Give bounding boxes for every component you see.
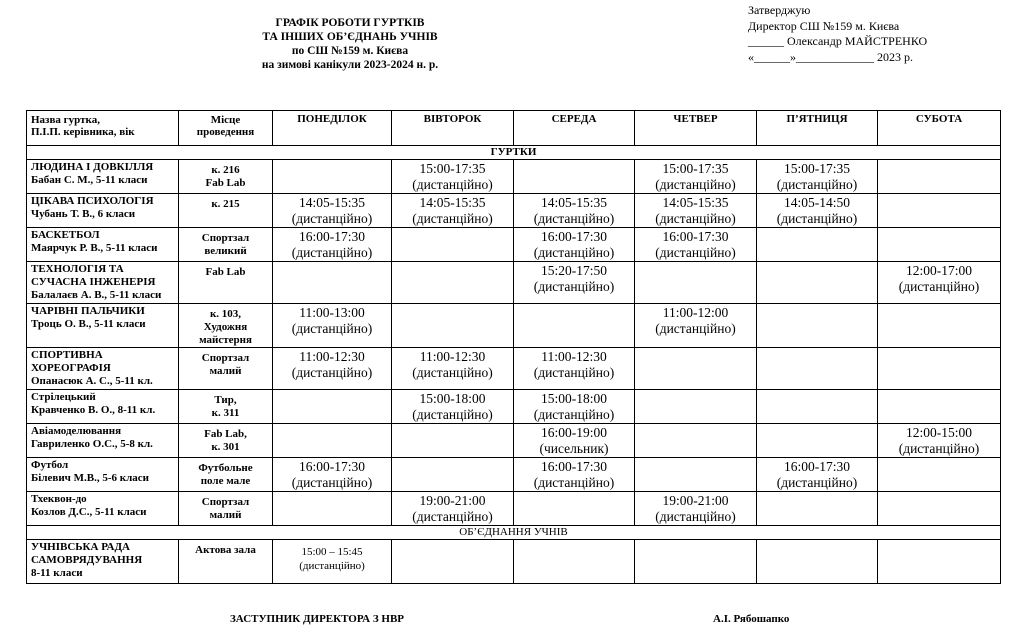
time-range: 11:00-13:00 <box>299 305 365 320</box>
session-mode: (дистанційно) <box>655 211 736 226</box>
time-range: 11:00-12:30 <box>541 349 607 364</box>
schedule-cell <box>757 424 878 458</box>
schedule-cell <box>514 194 635 228</box>
time-range: 15:00-18:00 <box>419 391 486 406</box>
session-mode: (дистанційно) <box>412 211 493 226</box>
table-row <box>27 424 1001 458</box>
club-name-line: БАСКЕТБОЛ <box>31 229 100 241</box>
header-text: проведення <box>196 126 255 138</box>
schedule-cell <box>392 540 514 584</box>
session-mode: (дистанційно) <box>898 279 980 294</box>
schedule-cell <box>757 390 878 424</box>
session-mode: (дистанційно) <box>898 441 980 456</box>
session-mode: (дистанційно) <box>291 245 373 260</box>
session-mode: (дистанційно) <box>533 475 615 490</box>
table-row <box>27 540 1001 584</box>
club-name-cell <box>27 424 179 458</box>
section-row-clubs <box>27 146 1001 160</box>
schedule-cell <box>273 458 392 492</box>
approval-line: Затверджую <box>748 3 811 17</box>
time-range: 16:00-17:30 <box>541 229 607 244</box>
session-mode: (дистанційно) <box>533 245 615 260</box>
schedule-cell <box>757 540 878 584</box>
schedule-cell <box>878 262 1001 304</box>
club-name-line: Чубань Т. В., 6 класи <box>31 208 136 220</box>
place-line: малий <box>209 509 242 521</box>
place-line: Тир, <box>214 394 237 406</box>
place-cell <box>179 492 273 526</box>
club-name-line: Тхеквон-до <box>31 493 87 505</box>
time-range: 11:00-12:30 <box>299 349 365 364</box>
time-range: 14:05-14:50 <box>784 195 850 210</box>
schedule-cell <box>878 304 1001 348</box>
schedule-cell <box>273 424 392 458</box>
time-range: 16:00-17:30 <box>299 459 365 474</box>
schedule-cell <box>878 160 1001 194</box>
session-mode: (дистанційно) <box>533 279 615 294</box>
club-name-cell <box>27 228 179 262</box>
club-name-line: 8-11 класи <box>31 567 83 579</box>
time-range: 15:20-17:50 <box>541 263 607 278</box>
schedule-cell <box>635 160 757 194</box>
section-label: ГУРТКИ <box>27 146 1001 160</box>
club-name-line: ЧАРІВНІ ПАЛЬЧИКИ <box>31 305 145 317</box>
session-mode: (дистанційно) <box>655 321 736 336</box>
session-mode: (дистанційно) <box>655 509 736 524</box>
session-mode: (дистанційно) <box>655 245 736 260</box>
session-mode: (дистанційно) <box>291 211 373 226</box>
schedule-cell <box>635 194 757 228</box>
schedule-cell <box>635 492 757 526</box>
schedule-cell <box>635 228 757 262</box>
time-range: 19:00-21:00 <box>419 493 486 508</box>
club-name-line: Футбол <box>31 459 69 471</box>
place-line: Спортзал <box>201 496 250 508</box>
schedule-cell <box>273 540 392 584</box>
time-range: 16:00-17:30 <box>784 459 850 474</box>
title-line: на зимові канікули 2023-2024 н. р. <box>261 59 439 71</box>
club-name-line: Опанасюк А. С., 5-11 кл. <box>31 375 153 387</box>
club-name-line: Козлов Д.С., 5-11 класи <box>31 506 147 518</box>
club-name-line: Маярчук Р. В., 5-11 класи <box>31 242 158 254</box>
club-name-line: САМОВРЯДУВАННЯ <box>31 554 143 566</box>
club-name-cell <box>27 262 179 304</box>
column-header-day: П’ЯТНИЦЯ <box>757 111 878 146</box>
schedule-cell <box>514 304 635 348</box>
schedule-cell <box>392 492 514 526</box>
club-name-cell <box>27 194 179 228</box>
session-mode: (дистанційно) <box>291 365 373 380</box>
schedule-cell <box>757 304 878 348</box>
place-line: майстерня <box>199 334 252 346</box>
schedule-cell <box>514 458 635 492</box>
session-mode: (чисельник) <box>539 441 609 456</box>
schedule-cell <box>635 262 757 304</box>
schedule-cell <box>757 160 878 194</box>
schedule-cell <box>392 262 514 304</box>
time-range: 14:05-15:35 <box>662 195 729 210</box>
schedule-cell <box>878 424 1001 458</box>
session-mode: (дистанційно) <box>412 365 493 380</box>
club-name-cell <box>27 540 179 584</box>
club-name-cell <box>27 492 179 526</box>
schedule-cell <box>635 424 757 458</box>
club-name-cell <box>27 160 179 194</box>
signature-name: А.І. Рябошапко <box>713 613 790 625</box>
schedule-cell <box>273 304 392 348</box>
session-mode: (дистанційно) <box>299 560 365 572</box>
section-row-unions <box>27 526 1001 540</box>
schedule-cell <box>392 390 514 424</box>
document-title <box>200 16 500 72</box>
title-line: по СШ №159 м. Києва <box>291 45 409 57</box>
schedule-cell <box>392 458 514 492</box>
schedule-cell <box>392 348 514 390</box>
table-row <box>27 348 1001 390</box>
table-row <box>27 390 1001 424</box>
time-range: 16:00-19:00 <box>541 425 607 440</box>
place-line: Художня <box>203 321 248 333</box>
club-name-line: СПОРТИВНА <box>31 349 103 361</box>
place-line: к. 215 <box>211 198 240 210</box>
session-mode: (дистанційно) <box>655 177 736 192</box>
time-range: 15:00-17:35 <box>784 161 850 176</box>
time-range: 14:05-15:35 <box>419 195 486 210</box>
club-name-cell <box>27 304 179 348</box>
place-line: Актова зала <box>195 544 256 556</box>
column-header-day: СЕРЕДА <box>514 111 635 146</box>
time-range: 15:00 – 15:45 <box>301 546 363 558</box>
table-header-row <box>27 111 1001 146</box>
place-line: Спортзал <box>201 232 250 244</box>
schedule-cell <box>878 458 1001 492</box>
column-header-name <box>27 111 179 146</box>
approval-line: ______ Олександр МАЙСТРЕНКО <box>748 34 928 48</box>
schedule-cell <box>514 348 635 390</box>
club-name-line: Троць О. В., 5-11 класи <box>31 318 146 330</box>
table-row <box>27 160 1001 194</box>
place-line: малий <box>209 365 242 377</box>
club-name-line: Кравченко В. О., 8-11 кл. <box>31 404 156 416</box>
schedule-cell <box>757 194 878 228</box>
club-name-line: Авіамоделювання <box>31 425 122 437</box>
schedule-cell <box>635 348 757 390</box>
place-cell <box>179 348 273 390</box>
schedule-cell <box>635 458 757 492</box>
club-name-line: ЦІКАВА ПСИХОЛОГІЯ <box>31 195 154 207</box>
club-name-line: Бабан С. М., 5-11 класи <box>31 174 148 186</box>
session-mode: (дистанційно) <box>291 321 373 336</box>
schedule-cell <box>514 540 635 584</box>
place-cell <box>179 458 273 492</box>
header-text: П.І.П. керівника, вік <box>31 126 135 138</box>
club-name-line: Гавриленко О.С., 5-8 кл. <box>31 438 153 450</box>
approval-block <box>748 3 927 65</box>
schedule-cell <box>514 424 635 458</box>
session-mode: (дистанційно) <box>533 407 615 422</box>
time-range: 15:00-17:35 <box>419 161 486 176</box>
place-line: Fab Lab, <box>204 428 247 440</box>
schedule-cell <box>273 228 392 262</box>
table-row <box>27 492 1001 526</box>
schedule-cell <box>273 160 392 194</box>
session-mode: (дистанційно) <box>533 211 615 226</box>
club-name-line: ХОРЕОГРАФІЯ <box>31 362 111 374</box>
schedule-cell <box>514 160 635 194</box>
time-range: 15:00-18:00 <box>541 391 607 406</box>
session-mode: (дистанційно) <box>412 177 493 192</box>
title-line: ТА ІНШИХ ОБ’ЄДНАНЬ УЧНІВ <box>262 31 438 43</box>
schedule-cell <box>635 390 757 424</box>
approval-line: «______»_____________ 2023 р. <box>748 49 913 64</box>
session-mode: (дистанційно) <box>533 365 615 380</box>
schedule-cell <box>392 424 514 458</box>
club-name-line: ЛЮДИНА І ДОВКІЛЛЯ <box>31 161 154 173</box>
time-range: 19:00-21:00 <box>662 493 729 508</box>
signature-position: ЗАСТУПНИК ДИРЕКТОРА З НВР <box>230 613 405 625</box>
club-name-line: СУЧАСНА ІНЖЕНЕРІЯ <box>31 276 156 288</box>
schedule-cell <box>273 390 392 424</box>
schedule-cell <box>273 348 392 390</box>
time-range: 15:00-17:35 <box>662 161 729 176</box>
place-line: к. 311 <box>211 407 240 419</box>
club-name-cell <box>27 458 179 492</box>
place-cell <box>179 262 273 304</box>
schedule-cell <box>392 194 514 228</box>
schedule-cell <box>392 228 514 262</box>
place-line: Спортзал <box>201 352 250 364</box>
session-mode: (дистанційно) <box>291 475 373 490</box>
place-cell <box>179 390 273 424</box>
place-cell <box>179 228 273 262</box>
time-range: 16:00-17:30 <box>541 459 607 474</box>
schedule-cell <box>392 160 514 194</box>
table-row <box>27 262 1001 304</box>
time-range: 11:00-12:30 <box>419 349 486 364</box>
place-line: к. 216 <box>211 164 240 176</box>
header-text: Місце <box>210 114 241 126</box>
schedule-cell <box>392 304 514 348</box>
schedule-cell <box>878 228 1001 262</box>
schedule-cell <box>757 492 878 526</box>
place-cell <box>179 304 273 348</box>
place-cell <box>179 424 273 458</box>
place-line: к. 103, <box>209 308 242 320</box>
schedule-cell <box>878 348 1001 390</box>
time-range: 16:00-17:30 <box>662 229 729 244</box>
schedule-cell <box>514 492 635 526</box>
session-mode: (дистанційно) <box>776 475 858 490</box>
place-line: к. 301 <box>211 441 240 453</box>
club-name-line: ТЕХНОЛОГІЯ ТА <box>31 263 124 275</box>
session-mode: (дистанційно) <box>412 509 493 524</box>
column-header-place <box>179 111 273 146</box>
schedule-cell <box>514 262 635 304</box>
column-header-day: ВІВТОРОК <box>392 111 514 146</box>
schedule-table <box>26 110 1001 584</box>
schedule-cell <box>273 194 392 228</box>
time-range: 14:05-15:35 <box>299 195 365 210</box>
session-mode: (дистанційно) <box>776 211 858 226</box>
place-line: Fab Lab <box>205 177 246 189</box>
title-line: ГРАФІК РОБОТИ ГУРТКІВ <box>275 17 425 29</box>
column-header-day: ЧЕТВЕР <box>635 111 757 146</box>
schedule-cell <box>757 228 878 262</box>
club-name-line: Білевич М.В., 5-6 класи <box>31 472 149 484</box>
place-line: Футбольне <box>198 462 253 474</box>
club-name-line: УЧНІВСЬКА РАДА <box>31 541 130 553</box>
place-line: великий <box>204 245 247 257</box>
place-cell <box>179 540 273 584</box>
time-range: 11:00-12:00 <box>662 305 729 320</box>
table-row <box>27 458 1001 492</box>
schedule-cell <box>635 304 757 348</box>
club-name-line: Балалаєв А. В., 5-11 класи <box>31 289 162 301</box>
column-header-day: ПОНЕДІЛОК <box>273 111 392 146</box>
header-text: Назва гуртка, <box>31 114 100 126</box>
club-name-cell <box>27 390 179 424</box>
time-range: 16:00-17:30 <box>299 229 365 244</box>
schedule-cell <box>878 390 1001 424</box>
schedule-cell <box>635 540 757 584</box>
schedule-cell <box>273 262 392 304</box>
schedule-cell <box>757 348 878 390</box>
session-mode: (дистанційно) <box>412 407 493 422</box>
schedule-cell <box>878 492 1001 526</box>
schedule-cell <box>273 492 392 526</box>
column-header-day: СУБОТА <box>878 111 1001 146</box>
time-range: 12:00-15:00 <box>906 425 972 440</box>
schedule-cell <box>878 540 1001 584</box>
schedule-cell <box>878 194 1001 228</box>
schedule-cell <box>514 390 635 424</box>
time-range: 14:05-15:35 <box>541 195 607 210</box>
time-range: 12:00-17:00 <box>906 263 972 278</box>
club-name-line: Стрілецький <box>31 391 96 403</box>
club-name-cell <box>27 348 179 390</box>
schedule-cell <box>757 458 878 492</box>
place-cell <box>179 160 273 194</box>
section-label: ОБ’ЄДНАННЯ УЧНІВ <box>27 526 1001 540</box>
place-line: Fab Lab <box>205 266 246 278</box>
approval-line: Директор СШ №159 м. Києва <box>748 18 900 33</box>
place-line: поле мале <box>200 475 251 487</box>
session-mode: (дистанційно) <box>776 177 858 192</box>
schedule-cell <box>757 262 878 304</box>
table-row <box>27 228 1001 262</box>
table-row <box>27 304 1001 348</box>
table-row <box>27 194 1001 228</box>
schedule-cell <box>514 228 635 262</box>
place-cell <box>179 194 273 228</box>
